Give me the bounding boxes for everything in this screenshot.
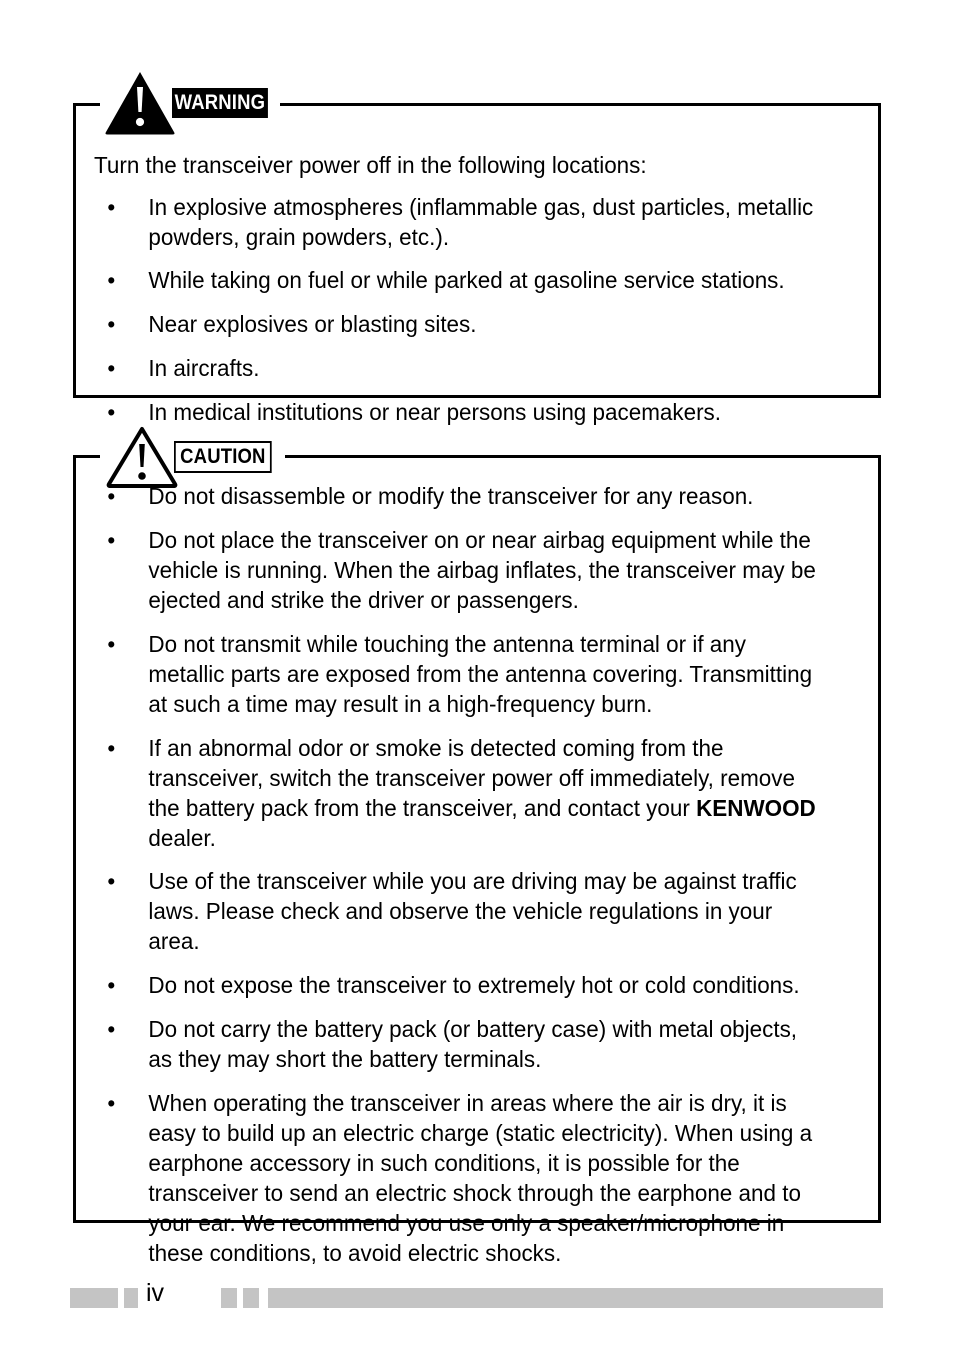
bullet-item (94, 1015, 826, 1075)
bullet-item (94, 971, 826, 1001)
bullet-item (94, 526, 826, 616)
bullet-text: In explosive atmospheres (inflammable gas, dust particles, metallic powders, grain powders, etc.). (148, 193, 814, 250)
bullet-marker-icon: • (107, 267, 116, 294)
caution-content (76, 458, 878, 1269)
footer-bar-segment (221, 1288, 237, 1308)
bullet-marker-icon: • (107, 311, 116, 338)
bullet-item (94, 1089, 826, 1269)
bullet-item (94, 482, 826, 512)
bullet-marker-icon: • (107, 630, 116, 657)
caution-bullet-list (94, 482, 860, 1269)
bullet-item (94, 867, 826, 957)
bullet-text: Do not carry the battery pack (or battery case) with metal objects, as they may short the battery terminals. (148, 1016, 798, 1073)
bullet-item (94, 266, 826, 296)
bullet-text: Do not transmit while touching the antenna terminal or if any metallic parts are exposed from the antenna covering. Transmitting at such a time may result in a high-frequency burn. (148, 630, 813, 717)
warning-content (76, 106, 878, 428)
bullet-marker-icon: • (107, 734, 116, 761)
bullet-item (94, 398, 826, 428)
footer-bar-segment (70, 1288, 118, 1308)
bullet-text (148, 735, 815, 851)
footer-bar-segment (243, 1288, 259, 1308)
bullet-text: When operating the transceiver in areas where the air is dry, it is easy to build up an electric charge (static electricity). When using a earphone accessory in such conditions, it is possible for the transceiver to send an electric shock through the earphone and to your ear. We recommend you use only a speaker/microphone in these conditions, to avoid electric shocks. (148, 1090, 813, 1266)
bullet-text: While taking on fuel or while parked at gasoline service stations. (148, 267, 785, 294)
bullet-text: Do not expose the transceiver to extremely hot or cold conditions. (148, 972, 800, 999)
bullet-marker-icon: • (107, 399, 116, 426)
caution-alert-box (73, 445, 881, 1266)
bullet-text: Do not place the transceiver on or near airbag equipment while the vehicle is running. When the airbag inflates, the transceiver may be ejected and strike the driver or passengers. (148, 526, 816, 613)
warning-badge-label: WARNING (172, 88, 268, 118)
brand-name: KENWOOD (696, 794, 816, 821)
bullet-marker-icon: • (107, 868, 116, 895)
bullet-text: In aircrafts. (148, 355, 260, 382)
bullet-item (94, 310, 826, 340)
warning-bullet-list (94, 193, 860, 429)
bullet-marker-icon: • (107, 355, 116, 382)
page-footer (0, 1279, 954, 1314)
bullet-item (94, 630, 826, 720)
bullet-marker-icon: • (107, 972, 116, 999)
bullet-marker-icon: • (107, 483, 116, 509)
bullet-item (94, 193, 826, 253)
bullet-text-part: dealer. (148, 824, 216, 851)
bullet-text: In medical institutions or near persons using pacemakers. (148, 399, 722, 426)
caution-badge-label: CAUTION (174, 441, 272, 473)
warning-alert-box (73, 91, 881, 426)
bullet-marker-icon: • (107, 1090, 116, 1117)
bullet-text: Do not disassemble or modify the transceiver for any reason. (148, 483, 754, 509)
bullet-text: Near explosives or blasting sites. (148, 311, 477, 338)
warning-lead-text: Turn the transceiver power off in the following locations: (94, 152, 647, 178)
bullet-item (94, 734, 826, 854)
bullet-marker-icon: • (107, 1016, 116, 1043)
bullet-marker-icon: • (107, 526, 116, 553)
bullet-marker-icon: • (107, 193, 116, 220)
page-number: iv (146, 1279, 165, 1307)
bullet-item (94, 354, 826, 384)
bullet-text-part: If an abnormal odor or smoke is detected coming from the transceiver, switch the transceiver power off immediately, remove the battery pack from the transceiver, and contact your (148, 734, 795, 821)
bullet-text: Use of the transceiver while you are driving may be against traffic laws. Please check and observe the vehicle regulations in your area. (148, 868, 797, 955)
footer-bar-segment (124, 1288, 138, 1308)
footer-bar-segment (268, 1288, 883, 1308)
